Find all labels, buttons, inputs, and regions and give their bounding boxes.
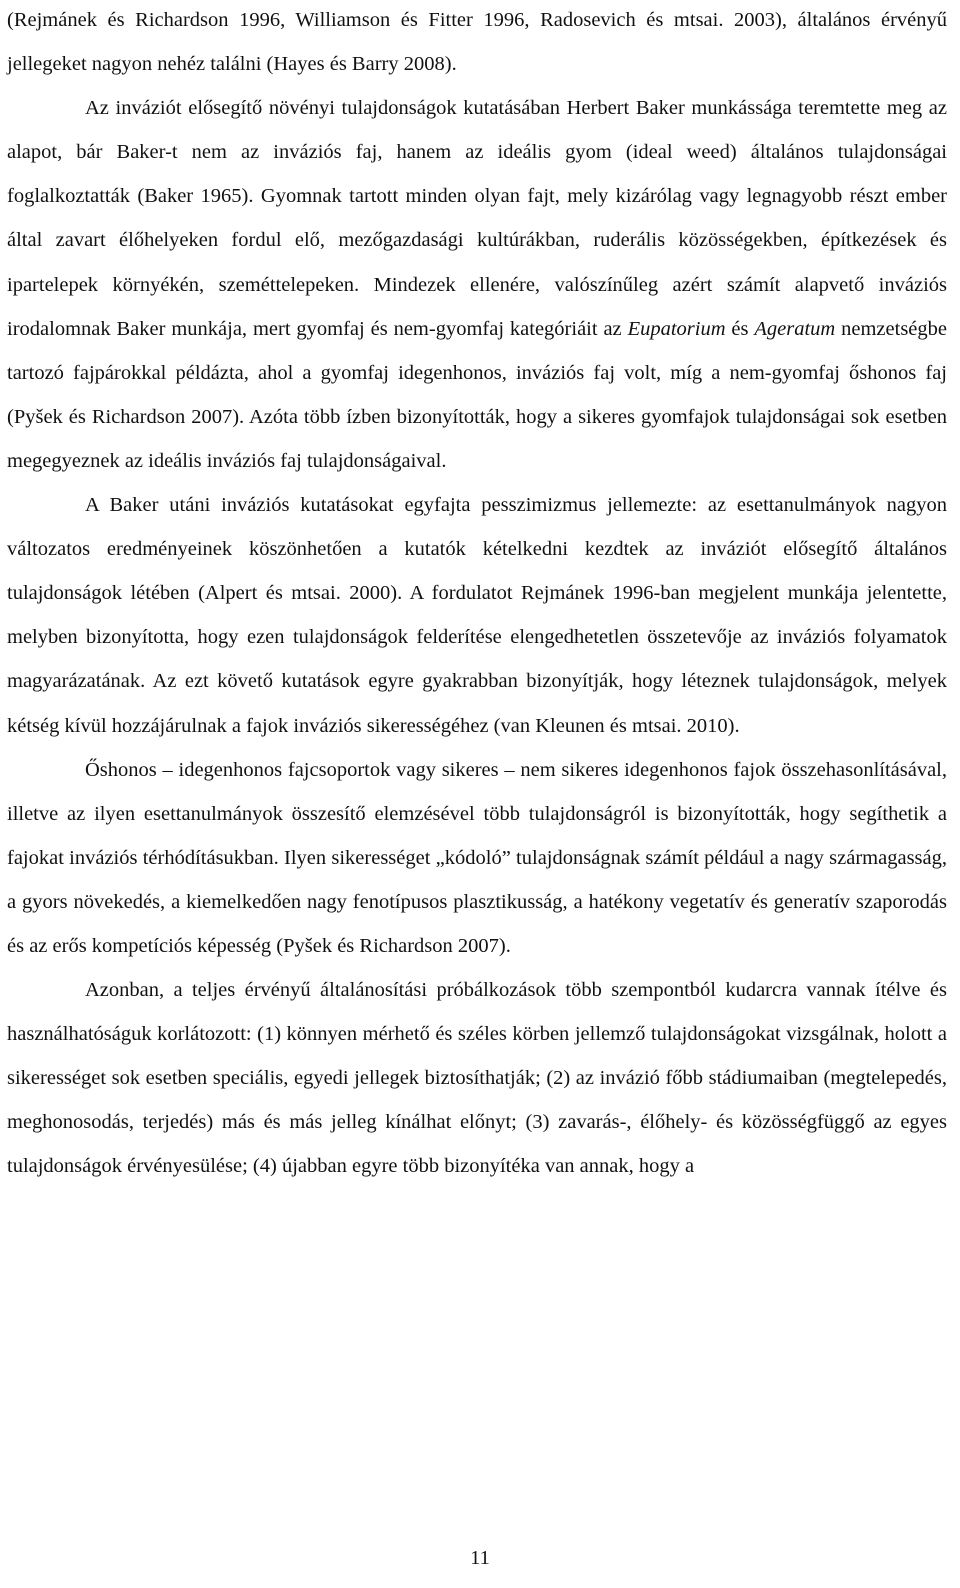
paragraph-baker-research: [7, 86, 947, 483]
paragraph-post-baker: [7, 483, 947, 748]
text-run: Őshonos – idegenhonos fajcsoportok vagy sikeres – nem sikeres idegenhonos fajok összehasonlításával, illetve az ilyen esettanulmányok összesítő elemzésével több tulajdonságról is bizonyították, hogy segíthetik a fajokat inváziós térhódításukban. Ilyen sikerességet „kódoló” tulajdonságnak számít például a nagy szármagasság, a gyors növekedés, a kiemelkedően nagy fenotípusos plasztikusság, a hatékony vegetatív és generatív szaporodás és az erős kompetíciós képesség (Pyšek és Richardson 2007).: [7, 758, 947, 957]
text-run: és: [725, 317, 755, 340]
text-run: nemzetségbe tartozó fajpárokkal példázta, ahol a gyomfaj idegenhonos, inváziós faj volt, míg a nem-gyomfaj őshonos faj (Pyšek és Richardson 2007). Azóta több ízben bizonyították, hogy a sikeres gyomfajok tulajdonságai sok esetben megegyeznek az ideális inváziós faj tulajdonságaival.: [7, 317, 948, 472]
paragraph-continuation: [7, 0, 947, 86]
italic-taxon-name: Ageratum: [754, 317, 836, 340]
paragraph-generalization-limits: [7, 968, 947, 1188]
text-run: A Baker utáni inváziós kutatásokat egyfajta pesszimizmus jellemezte: az esettanulmányok nagyon változatos eredményeinek köszönhetően a kutatók kételkedni kezdtek az inváziót elősegítő általános tulajdonságok létében (Alpert és mtsai. 2000). A fordulatot Rejmánek 1996-ban megjelent munkája jelentette, melyben bizonyította, hogy ezen tulajdonságok felderítése elengedhetetlen összetevője az inváziós folyamatok magyarázatának. Az ezt követő kutatások egyre gyakrabban bizonyítják, hogy léteznek tulajdonságok, melyek kétség kívül hozzájárulnak a fajok inváziós sikerességéhez (van Kleunen és mtsai. 2010).: [7, 494, 947, 737]
italic-taxon-name: Eupatorium: [627, 317, 726, 340]
paragraph-native-vs-alien: [7, 748, 947, 968]
document-page: [7, 0, 947, 1189]
page-number: 11: [470, 1547, 490, 1569]
text-run: Azonban, a teljes érvényű általánosítási próbálkozások több szempontból kudarcra vannak ítélve és használhatóságuk korlátozott: (1) könnyen mérhető és széles körben jellemző tulajdonságokat vizsgálnak, holott a sikerességet sok esetben speciális, egyedi jellegek biztosíthatják; (2) az invázió főbb stádiumaiban (megtelepedés, meghonosodás, terjedés) más és más jelleg kínálhat előnyt; (3) zavarás-, élőhely- és közösségfüggő az egyes tulajdonságok érvényesülése; (4) újabban egyre több bizonyítéka van annak, hogy a: [7, 979, 947, 1178]
text-run: (Rejmánek és Richardson 1996, Williamson és Fitter 1996, Radosevich és mtsai. 2003), általános érvényű jellegeket nagyon nehéz találni (Hayes és Barry 2008).: [7, 9, 947, 76]
text-run: Az inváziót elősegítő növényi tulajdonságok kutatásában Herbert Baker munkássága teremtette meg az alapot, bár Baker-t nem az inváziós faj, hanem az ideális gyom (ideal weed) általános tulajdonságai foglalkoztatták (Baker 1965). Gyomnak tartott minden olyan fajt, mely kizárólag vagy legnagyobb részt ember által zavart élőhelyeken fordul elő, mezőgazdasági kultúrákban, ruderális közösségekben, építkezések és ipartelepek környékén, szeméttelepeken. Mindezek ellenére, valószínűleg azért számít alapvető inváziós irodalomnak Baker munkája, mert gyomfaj és nem-gyomfaj kategóriáit az: [7, 97, 947, 340]
